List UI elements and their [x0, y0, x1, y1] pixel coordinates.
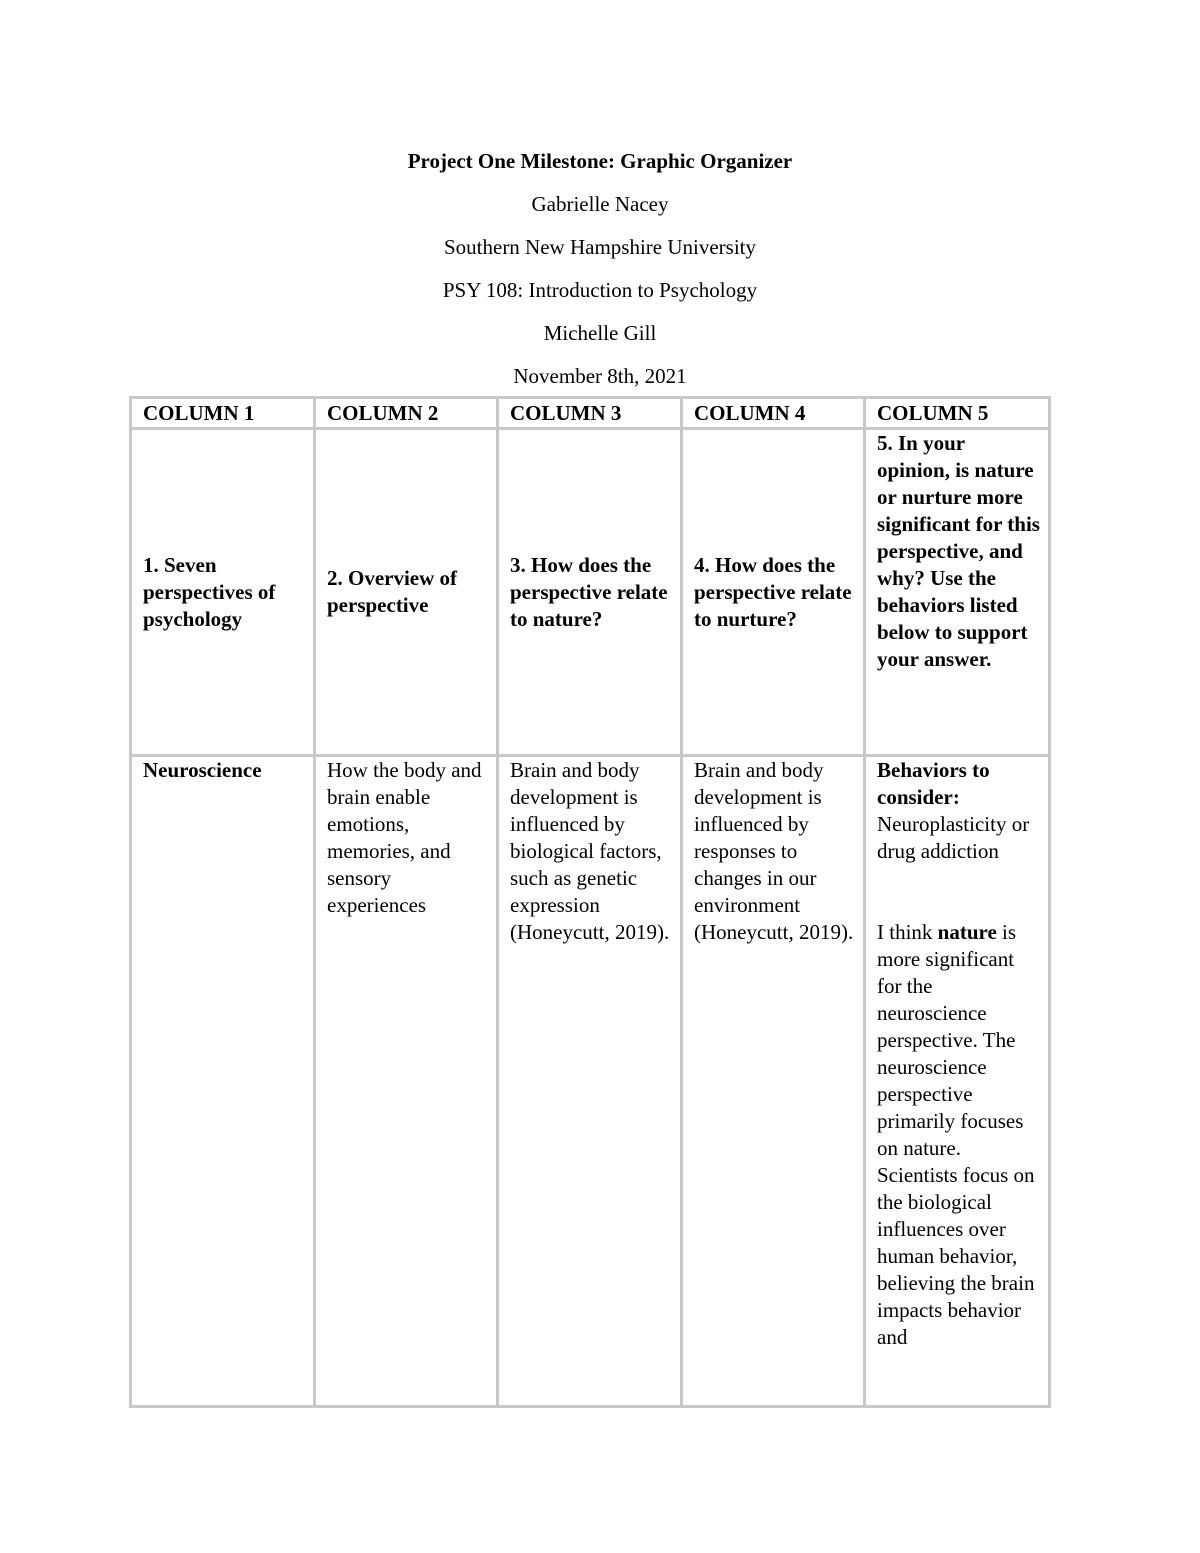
- question-2: 2. Overview of perspective: [315, 429, 498, 756]
- column-header-4: COLUMN 4: [682, 398, 865, 429]
- question-row: [131, 429, 1050, 756]
- nurture-cell: Brain and body development is influenced by responses to changes in our environment (Honeycutt, 2019).: [682, 756, 865, 1407]
- column-header-1: COLUMN 1: [131, 398, 315, 429]
- question-4: 4. How does the perspective relate to nurture?: [682, 429, 865, 756]
- opinion-pre: I think: [877, 920, 938, 944]
- column-header-5: COLUMN 5: [865, 398, 1050, 429]
- question-5: 5. In your opinion, is nature or nurture more significant for this perspective, and why? Use the behaviors listed below to support your answer.: [865, 429, 1050, 756]
- behaviors-text: Neuroplasticity or drug addiction: [877, 812, 1030, 863]
- paragraph-gap: [877, 865, 1040, 919]
- author-name: Gabrielle Nacey: [531, 192, 669, 216]
- perspective-cell: Neuroscience: [131, 756, 315, 1407]
- opinion-text: [877, 919, 1040, 1351]
- opinion-cell: [865, 756, 1050, 1407]
- question-3: 3. How does the perspective relate to nature?: [498, 429, 682, 756]
- graphic-organizer-table: [129, 396, 1051, 1408]
- course-name: PSY 108: Introduction to Psychology: [442, 278, 758, 302]
- institution-name: Southern New Hampshire University: [443, 235, 757, 259]
- instructor-name: Michelle Gill: [543, 321, 657, 345]
- question-1: 1. Seven perspectives of psychology: [131, 429, 315, 756]
- behaviors-label: Behaviors to consider:: [877, 758, 990, 809]
- column-header-3: COLUMN 3: [498, 398, 682, 429]
- overview-cell: How the body and brain enable emotions, memories, and sensory experiences: [315, 756, 498, 1407]
- document-date: November 8th, 2021: [513, 364, 687, 388]
- document-title: Project One Milestone: Graphic Organizer: [407, 149, 793, 173]
- title-block: [0, 140, 1200, 398]
- column-header-row: [131, 398, 1050, 429]
- table-row: [131, 756, 1050, 1407]
- column-header-2: COLUMN 2: [315, 398, 498, 429]
- opinion-post: is more significant for the neuroscience perspective. The neuroscience perspective primarily focuses on nature. Scientists focus on the biological influences over human behavior, believing the brain impacts behavior and: [877, 920, 1035, 1349]
- opinion-emphasis: nature: [937, 920, 997, 944]
- nature-cell: Brain and body development is influenced by biological factors, such as genetic expression (Honeycutt, 2019).: [498, 756, 682, 1407]
